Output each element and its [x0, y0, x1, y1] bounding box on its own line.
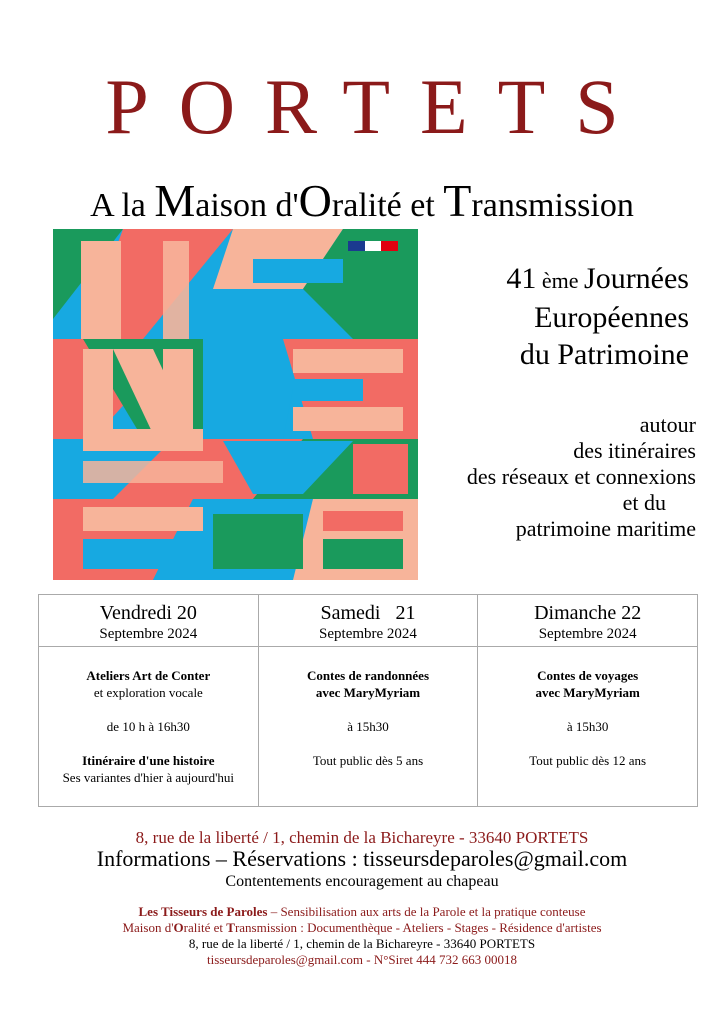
event-line2: Européennes	[534, 301, 689, 334]
venue-subtitle	[0, 176, 724, 231]
day-date: Septembre 2024	[319, 626, 417, 642]
line2-c: ransmission : Documenthèque - Ateliers - Stages - Résidence d'artistes	[234, 920, 602, 935]
activity-time: à 15h30	[566, 719, 609, 734]
program-activities-row	[39, 647, 698, 807]
edition-number: 41	[506, 262, 537, 295]
friday-activities	[39, 647, 259, 807]
sunday-activities	[478, 647, 698, 807]
subtitle-initial-t: T	[443, 175, 472, 226]
subtitle-initial-o: O	[298, 175, 332, 226]
subtitle-initial-m: M	[154, 175, 196, 226]
patrimoine-poster-image	[53, 229, 418, 580]
edition-suffix: ème	[536, 268, 585, 293]
initial-t: T	[226, 920, 235, 935]
subtitle-prefix: A la	[90, 187, 155, 224]
event-line3: du Patrimoine	[519, 338, 689, 371]
activity-title: Contes de randonnées	[306, 668, 430, 683]
initial-m: M	[122, 920, 134, 935]
theme-line3: des réseaux et connexions	[466, 464, 696, 489]
town-title: PORTETS	[105, 63, 649, 150]
line2-a: aison d'	[134, 920, 174, 935]
association-desc: – Sensibilisation aux arts de la Parole et la pratique conteuse	[267, 904, 586, 919]
activity-subtitle: et exploration vocale	[93, 685, 203, 700]
day-name: Samedi 21	[320, 602, 416, 624]
activity-time: de 10 h à 16h30	[106, 719, 190, 734]
event-heading	[506, 260, 689, 373]
activity-host: avec MaryMyriam	[315, 685, 421, 700]
theme-line2: des itinéraires	[573, 438, 696, 463]
day-name: Dimanche 22	[534, 602, 642, 624]
subtitle-word2: ralité et	[331, 187, 444, 224]
activity-time: à 15h30	[347, 719, 389, 734]
association-name: Les Tisseurs de Paroles	[138, 904, 268, 919]
day-date: Septembre 2024	[538, 626, 637, 642]
association-address: 8, rue de la liberté / 1, chemin de la Bichareyre - 33640 PORTETS	[188, 936, 536, 951]
activity-audience: Tout public dès 5 ans	[312, 753, 424, 768]
line2-b: ralité et	[183, 920, 227, 935]
association-line2	[0, 920, 724, 936]
subtitle-word3: ransmission	[471, 187, 634, 224]
subtitle-word1: aison d'	[195, 187, 299, 224]
theme-line4: et du	[622, 490, 666, 515]
contribution-note: Contentements encouragement au chapeau	[225, 873, 499, 890]
association-block	[0, 904, 724, 968]
theme-line1: autour	[639, 412, 696, 437]
day-name: Vendredi 20	[99, 602, 197, 624]
saturday-activities	[258, 647, 478, 807]
activity-title: Contes de voyages	[537, 668, 639, 683]
day-sunday	[478, 595, 698, 647]
initial-o: O	[173, 920, 184, 935]
program-table	[38, 594, 698, 807]
association-contact: tisseursdeparoles@gmail.com - N°Siret 444 732 663 00018	[207, 952, 517, 967]
activity-host: avec MaryMyriam	[535, 685, 640, 700]
reservation-info: Informations – Réservations : tisseursdeparoles@gmail.com	[96, 846, 628, 871]
activity-title: Itinéraire d'une histoire	[82, 753, 215, 768]
activity-title: Ateliers Art de Conter	[86, 668, 211, 683]
program-days-row	[39, 595, 698, 647]
theme-line5: patrimoine maritime	[515, 516, 696, 541]
activity-subtitle: Ses variantes d'hier à aujourd'hui	[62, 770, 235, 785]
event-line1: Journées	[584, 262, 689, 295]
activity-audience: Tout public dès 12 ans	[529, 753, 647, 768]
day-date: Septembre 2024	[99, 626, 198, 642]
day-saturday	[258, 595, 478, 647]
theme-block	[467, 412, 696, 542]
day-friday	[39, 595, 259, 647]
venue-address: 8, rue de la liberté / 1, chemin de la Bichareyre - 33640 PORTETS	[135, 828, 589, 847]
